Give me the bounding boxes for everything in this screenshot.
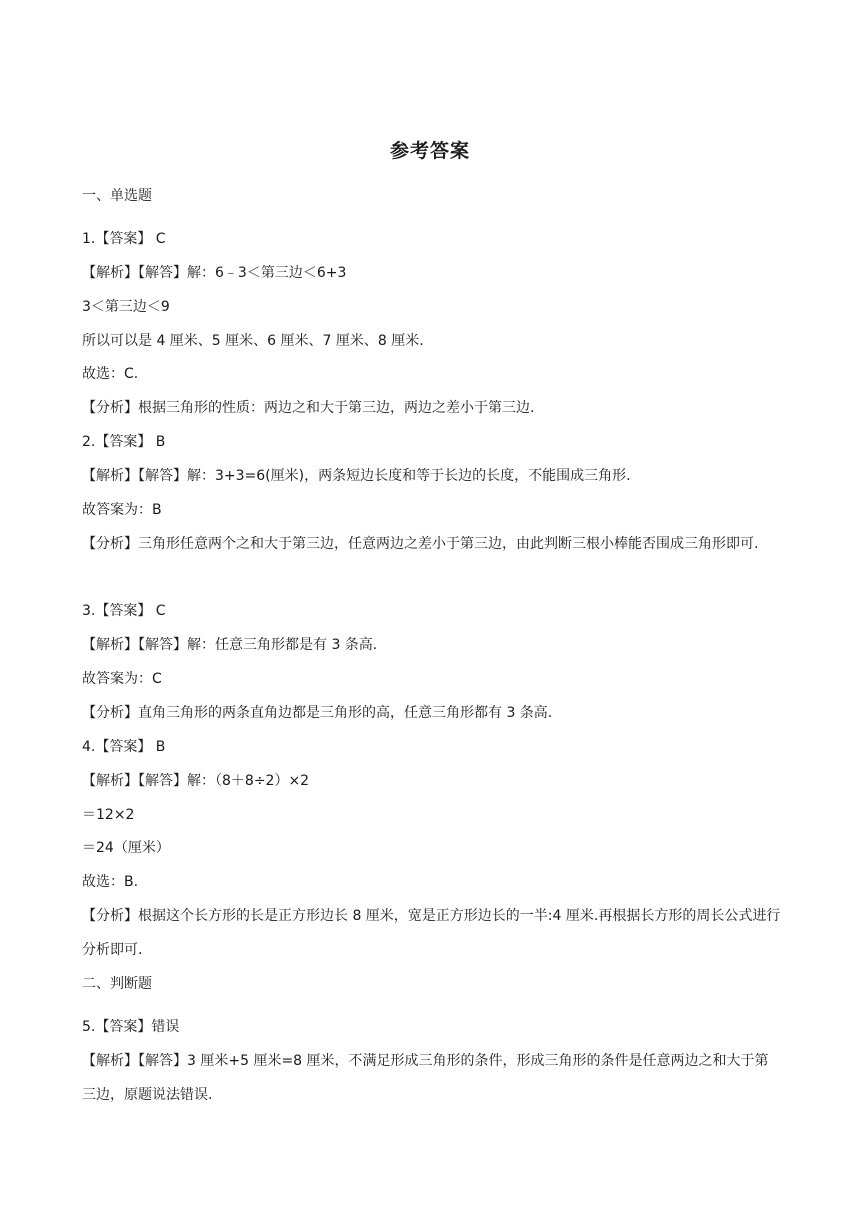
q4-solution-step: ＝12×2 [82, 807, 135, 823]
q3-answer: 3.【答案】 C [82, 603, 166, 619]
section-heading-single-choice: 一、单选题 [82, 188, 152, 204]
section-heading-true-false: 二、判断题 [82, 976, 152, 992]
q4-solution: 【解析】【解答】解：（8＋8÷2）×2 [82, 773, 310, 789]
q2-solution: 【解析】【解答】解：3+3=6(厘米)，两条短边长度和等于长边的长度，不能围成三角形. [82, 468, 631, 484]
q4-solution-step: ＝24（厘米） [82, 840, 170, 856]
q1-analysis: 【分析】根据三角形的性质：两边之和大于第三边，两边之差小于第三边. [82, 400, 535, 416]
q1-solution-step: 所以可以是 4 厘米、5 厘米、6 厘米、7 厘米、8 厘米. [82, 333, 424, 349]
q1-choice: 故选：C. [82, 366, 139, 382]
q3-choice: 故答案为：C [82, 671, 162, 687]
q2-answer: 2.【答案】 B [82, 434, 166, 450]
q2-choice: 故答案为：B [82, 502, 162, 518]
q2-analysis: 【分析】三角形任意两个之和大于第三边，任意两边之差小于第三边，由此判断三根小棒能否围成三角形即可. [82, 536, 759, 552]
q3-solution: 【解析】【解答】解：任意三角形都是有 3 条高. [82, 637, 378, 653]
page-title: 参考答案 [389, 140, 470, 162]
q4-answer: 4.【答案】 B [82, 739, 166, 755]
q1-solution-step: 3＜第三边＜9 [82, 299, 170, 315]
q5-solution: 【解析】【解答】3 厘米+5 厘米=8 厘米，不满足形成三角形的条件，形成三角形的条件是任意两边之和大于第三边，原题说法错误. [82, 1053, 769, 1103]
q5-answer: 5.【答案】错误 [82, 1019, 180, 1035]
q4-analysis: 【分析】根据这个长方形的长是正方形边长 8 厘米，宽是正方形边长的一半:4 厘米.再根据长方形的周长公式进行分析即可. [82, 908, 781, 958]
q1-solution: 【解析】【解答】解：6﹣3＜第三边＜6+3 [82, 265, 347, 281]
q3-analysis: 【分析】直角三角形的两条直角边都是三角形的高，任意三角形都有 3 条高. [82, 705, 553, 721]
q4-choice: 故选：B. [82, 874, 139, 890]
q1-answer: 1.【答案】 C [82, 231, 166, 247]
